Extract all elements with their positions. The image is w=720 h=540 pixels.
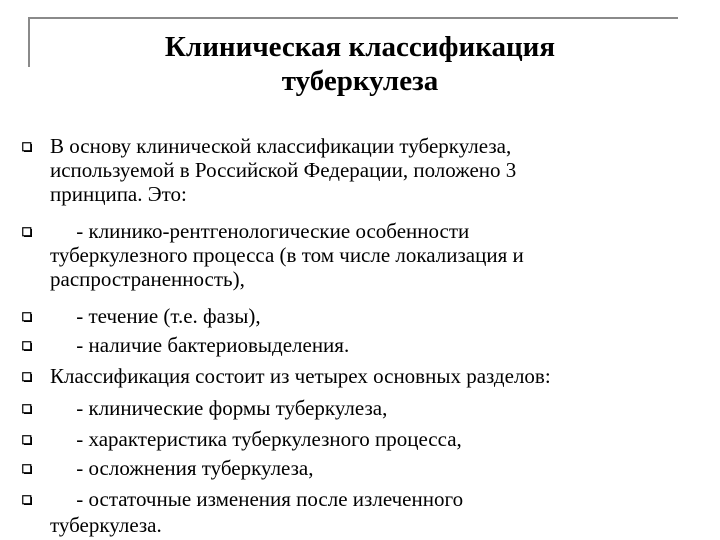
body-line: В основу клинической классификации туберкулеза, (50, 134, 512, 158)
hollow-square-bullet-icon (22, 372, 33, 383)
slide-frame-left-rule (28, 17, 30, 67)
hollow-square-bullet-icon (22, 464, 33, 475)
body-line: - течение (т.е. фазы), (50, 304, 261, 328)
hollow-square-bullet-icon (22, 341, 33, 352)
hollow-square-bullet-icon (22, 227, 33, 238)
hollow-square-bullet-icon (22, 312, 33, 323)
slide-title-line-2: туберкулеза (281, 65, 439, 97)
hollow-square-bullet-icon (22, 404, 33, 415)
body-line: распространенность), (50, 267, 245, 291)
body-line: туберкулеза. (50, 513, 162, 537)
body-line: используемой в Российской Федерации, положено 3 (50, 158, 517, 182)
body-line: принципа. Это: (50, 182, 187, 206)
slide-frame-top-rule (28, 17, 678, 19)
slide-title (60, 30, 660, 98)
body-line: Классификация состоит из четырех основных разделов: (50, 364, 551, 388)
body-line: - клинические формы туберкулеза, (50, 396, 388, 420)
body-line: - осложнения туберкулеза, (50, 456, 314, 480)
body-line: - остаточные изменения после излеченного (50, 487, 464, 511)
hollow-square-bullet-icon (22, 142, 33, 153)
hollow-square-bullet-icon (22, 495, 33, 506)
body-line: - клинико-рентгенологические особенности (50, 219, 470, 243)
slide-title-line-1: Клиническая классификация (164, 31, 556, 63)
body-line: - характеристика туберкулезного процесса, (50, 427, 462, 451)
body-line: - наличие бактериовыделения. (50, 333, 350, 357)
hollow-square-bullet-icon (22, 435, 33, 446)
body-line: туберкулезного процесса (в том числе локализация и (50, 243, 524, 267)
